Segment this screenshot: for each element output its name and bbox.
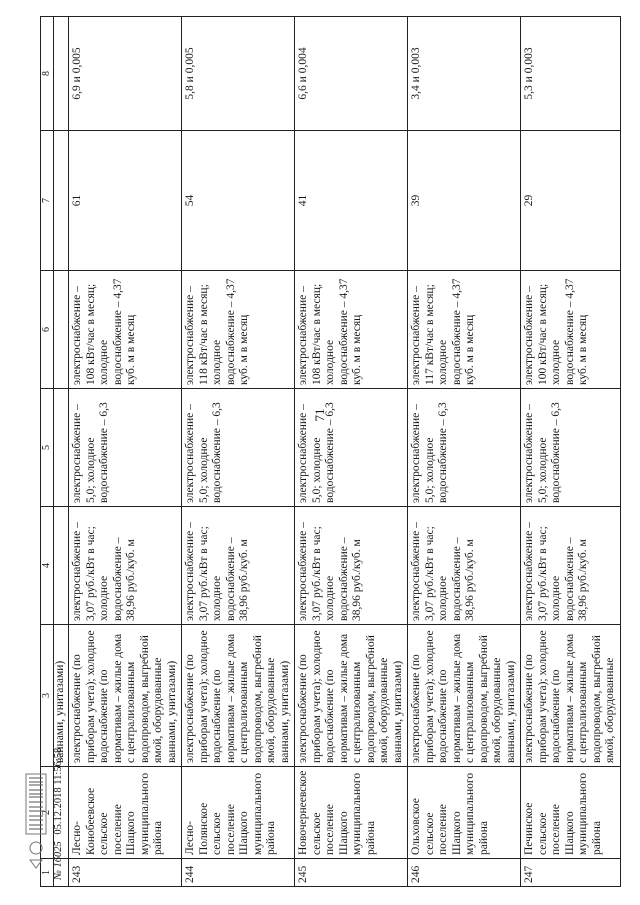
carry-over-text: ваннами, унитазами) — [54, 625, 69, 767]
settlement-name: Лесно-Полянское сельское поселение Шацкого муниципального района — [182, 767, 295, 859]
column-header: 8 — [41, 17, 54, 131]
tariff-change-cell: электроснабжение – 5,0; холодное водоснабжение – 6,3 — [69, 389, 182, 507]
tariffs-cell: электроснабжение – 3,07 руб./кВт в час; холодное водоснабжение – 38,96 руб./куб. м — [521, 507, 621, 625]
row-number: 244 — [182, 859, 295, 887]
column-8-value: 3,4 и 0,003 — [408, 17, 521, 131]
column-header: 7 — [41, 131, 54, 271]
barcode-stamp-icon — [22, 770, 62, 880]
table-row — [295, 17, 408, 887]
basis-cell: электроснабжение (по приборам учета); холодное водоснабжение (по нормативам – жилые дома с централизованным водопроводом, выгребной ямой, оборудованные ваннами, унитазами) — [408, 625, 521, 767]
consumption-cell: электроснабжение – 100 кВт/час в месяц; холодное водоснабжение – 4,37 куб. м в месяц — [521, 271, 621, 389]
tariffs-cell: электроснабжение – 3,07 руб./кВт в час; холодное водоснабжение – 38,96 руб./куб. м — [182, 507, 295, 625]
tariff-change-cell: электроснабжение – 5,0; холодное водоснабжение – 6,3 — [408, 389, 521, 507]
column-header: 5 — [41, 389, 54, 507]
basis-cell: электроснабжение (по приборам учета); холодное водоснабжение (по нормативам – жилые дома с централизованным водопроводом, выгребной ямой, оборудованные ваннами, унитазами) — [182, 625, 295, 767]
tariff-change-cell: электроснабжение – 5,0; холодное водоснабжение – 6,3 — [521, 389, 621, 507]
settlement-name: Ольховское сельское поселение Шацкого муниципального района — [408, 767, 521, 859]
consumption-cell: электроснабжение – 117 кВт/час в месяц; холодное водоснабжение – 4,37 куб. м в месяц — [408, 271, 521, 389]
column-header: 3 — [41, 625, 54, 767]
column-8-value: 6,9 и 0,005 — [69, 17, 182, 131]
row-number: 246 — [408, 859, 521, 887]
consumption-cell: электроснабжение – 118 кВт/час в месяц; холодное водоснабжение – 4,37 куб. м в месяц — [182, 271, 295, 389]
column-7-value: 39 — [408, 131, 521, 271]
column-7-value: 29 — [521, 131, 621, 271]
basis-cell: электроснабжение (по приборам учета); холодное водоснабжение (по нормативам – жилые дома с централизованным водопроводом, выгребной ямой, оборудованные — [521, 625, 621, 767]
data-table — [40, 16, 621, 887]
tariffs-cell: электроснабжение – 3,07 руб./кВт в час; холодное водоснабжение – 38,96 руб./куб. м — [69, 507, 182, 625]
column-7-value: 41 — [295, 131, 408, 271]
settlement-name: Печинское сельское поселение Шацкого муниципального района — [521, 767, 621, 859]
basis-cell: электроснабжение (по приборам учета); холодное водоснабжение (по нормативам – жилые дома с централизованным водопроводом, выгребной ямой, оборудованные ваннами, унитазами) — [69, 625, 182, 767]
consumption-cell: электроснабжение – 108 кВт/час в месяц; холодное водоснабжение – 4,37 куб. м в месяц — [69, 271, 182, 389]
registration-mark: № 16025 — [53, 841, 64, 880]
row-number: 247 — [521, 859, 621, 887]
settlement-name: Лесно-Конобеевское сельское поселение Шацкого муниципального района — [69, 767, 182, 859]
row-number: 245 — [295, 859, 408, 887]
basis-cell: электроснабжение (по приборам учета); холодное водоснабжение (по нормативам – жилые дома с централизованным водопроводом, выгребной ямой, оборудованные ваннами, унитазами) — [295, 625, 408, 767]
column-header: 4 — [41, 507, 54, 625]
column-header: 6 — [41, 271, 54, 389]
column-8-value: 6,6 и 0,004 — [295, 17, 408, 131]
table-row — [182, 17, 295, 887]
consumption-cell: электроснабжение – 108 кВт/час в месяц; холодное водоснабжение – 4,37 куб. м в месяц — [295, 271, 408, 389]
tariff-change-cell: электроснабжение – 5,0; холодное водоснабжение – 6,3 — [295, 389, 408, 507]
tariffs-cell: электроснабжение – 3,07 руб./кВт в час; холодное водоснабжение – 38,96 руб./куб. м — [295, 507, 408, 625]
column-8-value: 5,8 и 0,005 — [182, 17, 295, 131]
column-header: 1 — [41, 859, 54, 887]
row-number: 243 — [69, 859, 182, 887]
tariffs-cell: электроснабжение – 3,07 руб./кВт в час; холодное водоснабжение – 38,96 руб./куб. м — [408, 507, 521, 625]
column-8-value: 5,3 и 0,003 — [521, 17, 621, 131]
settlement-name: Новочернеевское сельское поселение Шацкого муниципального района — [295, 767, 408, 859]
stamp-graphic — [22, 770, 62, 880]
column-7-value: 61 — [69, 131, 182, 271]
column-header: 2 — [41, 767, 54, 859]
tariff-change-cell: электроснабжение – 5,0; холодное водоснабжение – 6,3 — [182, 389, 295, 507]
table-row — [521, 17, 621, 887]
column-7-value: 54 — [182, 131, 295, 271]
table-row — [408, 17, 521, 887]
footer-timestamp: 05.12.2018 11:56:58 — [53, 747, 64, 835]
rotated-table-container — [40, 17, 616, 887]
page-number: 71 — [312, 408, 327, 422]
table-row — [69, 17, 182, 887]
